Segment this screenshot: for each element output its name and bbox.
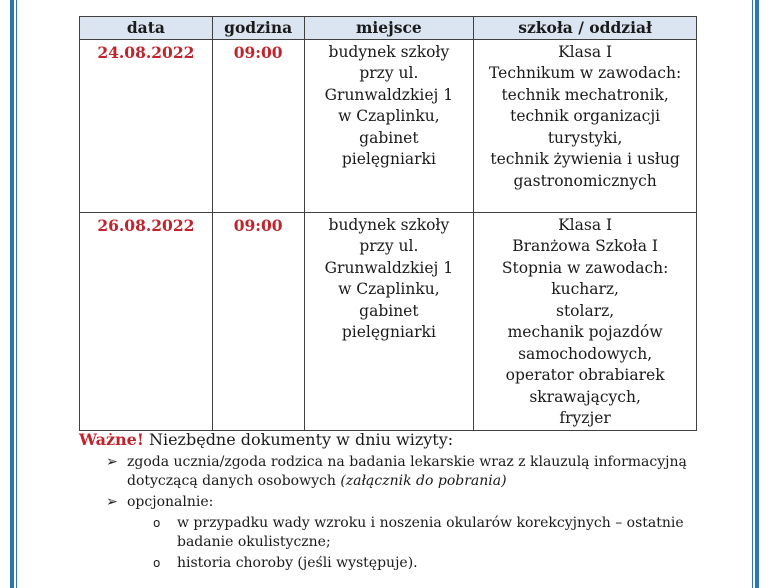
row-school bbox=[474, 212, 697, 430]
table-row bbox=[80, 39, 697, 212]
school-line: operator obrabiarek bbox=[505, 366, 665, 384]
arrow-bullet-icon: ➢ bbox=[106, 494, 118, 510]
row-place bbox=[304, 39, 474, 212]
important-text: Niezbędne dokumenty w dniu wizyty: bbox=[143, 430, 454, 449]
place-line: w Czaplinku, bbox=[338, 107, 440, 125]
school-line: Stopnia w zawodach: bbox=[501, 258, 669, 277]
important-label: Ważne! bbox=[79, 430, 144, 449]
place-line: w Czaplinku, bbox=[338, 280, 440, 298]
schedule-table bbox=[79, 16, 697, 431]
place-line: Grunwaldzkiej 1 bbox=[324, 85, 454, 104]
sub1-text: w przypadku wady wzroku i noszenia okularów korekcyjnych – ostatnie badanie okulistyczne; bbox=[177, 515, 684, 550]
school-line: Branżowa Szkoła I bbox=[512, 237, 658, 255]
item1-text: zgoda ucznia/zgoda rodzica na badania lekarskie wraz z klauzulą informacyjną dotyczącą danych osobowych bbox=[127, 454, 687, 489]
school-line: samochodowych, bbox=[518, 344, 653, 363]
table-header-row bbox=[80, 17, 697, 40]
sub-list-item bbox=[79, 554, 739, 573]
sub2-text: historia choroby (jeśli występuje). bbox=[177, 555, 418, 571]
place-line: przy ul. bbox=[359, 64, 419, 82]
place-line: gabinet bbox=[359, 301, 419, 320]
arrow-bullet-icon: ➢ bbox=[106, 454, 118, 470]
school-line: skrawających, bbox=[529, 387, 641, 406]
place-line: Grunwaldzkiej 1 bbox=[324, 258, 454, 277]
sub-list-item bbox=[79, 514, 739, 552]
table-row bbox=[80, 212, 697, 430]
place-line: gabinet bbox=[359, 128, 419, 147]
row-place bbox=[304, 212, 474, 430]
page-border-left bbox=[10, 0, 14, 588]
place-line: budynek szkoły bbox=[328, 215, 450, 234]
school-line: turystyki, bbox=[547, 128, 623, 147]
page-border-right-inner bbox=[752, 0, 753, 588]
row-date: 24.08.2022 bbox=[80, 39, 213, 212]
school-line: kucharz, bbox=[551, 280, 619, 298]
school-line: technik organizacji bbox=[510, 107, 661, 125]
notes-section bbox=[79, 430, 739, 575]
place-line: pielęgniarki bbox=[341, 150, 436, 168]
school-line: mechanik pojazdów bbox=[507, 323, 663, 341]
row-date: 26.08.2022 bbox=[80, 212, 213, 430]
circle-bullet-icon: o bbox=[153, 516, 161, 530]
page-border-right bbox=[755, 0, 759, 588]
item2-text: opcjonalnie: bbox=[127, 494, 214, 510]
place-line: pielęgniarki bbox=[341, 323, 436, 341]
important-heading bbox=[79, 430, 739, 449]
school-line: Klasa I bbox=[558, 42, 613, 61]
school-line: stolarz, bbox=[556, 301, 615, 320]
header-place: miejsce bbox=[304, 17, 474, 40]
header-time: godzina bbox=[212, 17, 304, 40]
row-time: 09:00 bbox=[212, 212, 304, 430]
circle-bullet-icon: o bbox=[153, 556, 161, 570]
row-time: 09:00 bbox=[212, 39, 304, 212]
place-line: przy ul. bbox=[359, 237, 419, 255]
place-line: budynek szkoły bbox=[328, 42, 450, 61]
school-line: fryzjer bbox=[559, 409, 611, 427]
row-school bbox=[474, 39, 697, 212]
school-line: Klasa I bbox=[558, 215, 613, 234]
school-line: Technikum w zawodach: bbox=[489, 64, 682, 82]
list-item bbox=[79, 453, 739, 491]
header-date: data bbox=[80, 17, 213, 40]
list-item bbox=[79, 493, 739, 512]
header-school: szkoła / oddział bbox=[474, 17, 697, 40]
school-line: gastronomicznych bbox=[513, 171, 657, 190]
page-border-left-inner bbox=[16, 0, 17, 588]
school-line: technik mechatronik, bbox=[501, 85, 669, 104]
item1-attachment-note: (załącznik do pobrania) bbox=[340, 473, 507, 489]
school-line: technik żywienia i usług bbox=[490, 150, 680, 168]
